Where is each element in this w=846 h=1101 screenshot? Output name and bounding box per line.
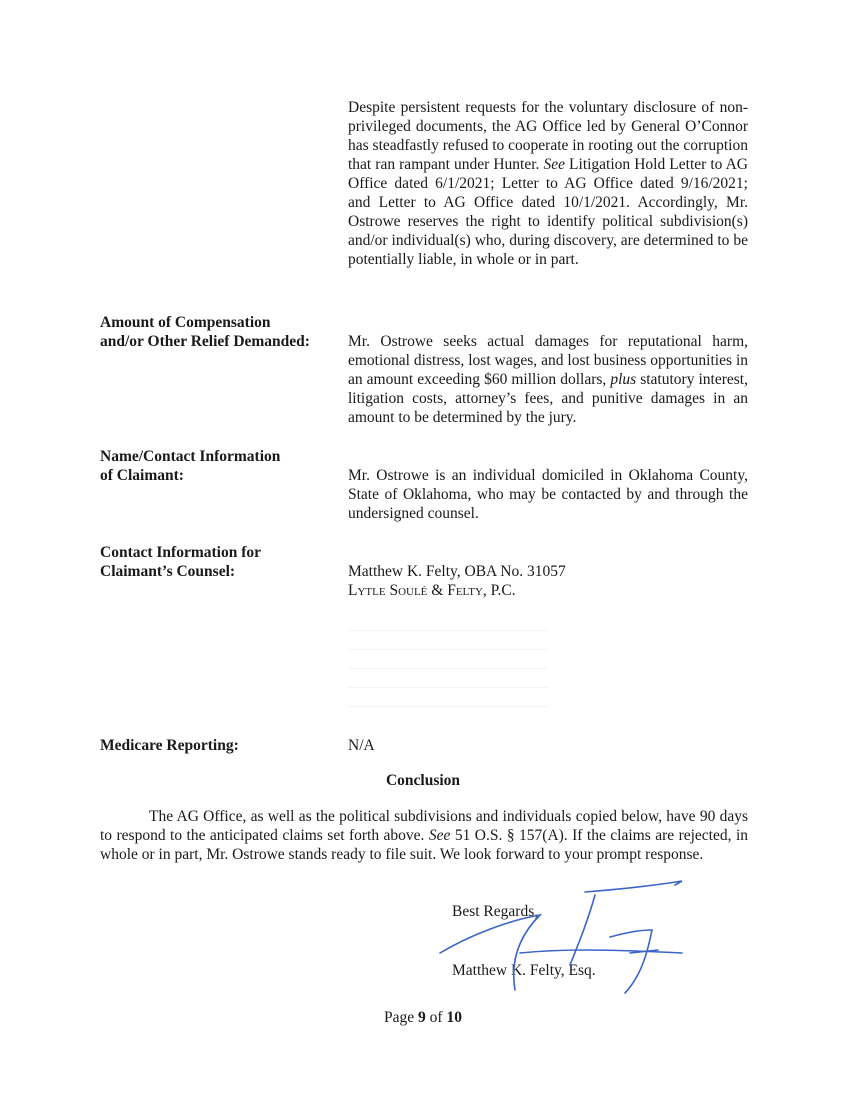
footer-prefix: Page (384, 1009, 419, 1026)
paragraph-text-b: Litigation Hold Letter to AG Office dated 6/1/2021; Letter to AG Office dated 9/16/2021; and Letter to AG Office dated 10/1/2021. Accordingly, Mr. Ostrowe reserves the right to identify political subdivision(s) and/or individual(s) who, during discovery, are determined to be potentially liable, in whole or in part. (348, 156, 748, 268)
plus-emphasis: plus (610, 371, 637, 388)
conclusion-heading: Conclusion (385, 772, 461, 789)
handwritten-signature (420, 875, 700, 1005)
footer-middle: of (425, 1009, 447, 1026)
paragraph-text-a: Despite persistent requests for the voluntary disclosure of non-privileged documents, the AG Office led by General O’Connor has steadfastly refused to cooperate in rooting out the corruption that ran rampant under Hunter. (348, 99, 748, 173)
compensation-value (348, 332, 748, 427)
see-citation: See (543, 156, 565, 173)
current-page-number: 9 (418, 1009, 426, 1026)
counsel-name: Matthew K. Felty, OBA No. 31057 (348, 563, 566, 580)
counsel-label (100, 543, 340, 581)
compensation-text-b: statutory interest, litigation costs, attorney’s fees, and punitive damages in an amount to be determined by the jury. (348, 371, 748, 426)
closing-salutation: Best Regards, (452, 903, 539, 920)
counsel-label-line1: Contact Information for (100, 544, 262, 561)
signatory-name: Matthew K. Felty, Esq. (452, 962, 596, 979)
medicare-label: Medicare Reporting: (100, 737, 239, 754)
medicare-value: N/A (348, 737, 375, 754)
signature-stroke (585, 881, 682, 892)
counsel-value (348, 562, 748, 600)
compensation-label-line1: Amount of Compensation (100, 314, 271, 331)
compensation-label (100, 313, 340, 351)
redacted-address-block (348, 612, 548, 712)
compensation-label-line2: and/or Other Relief Demanded: (100, 333, 310, 350)
claimant-label (100, 447, 340, 485)
see-citation: See (428, 827, 451, 844)
conclusion-paragraph (100, 807, 748, 864)
total-page-number: 10 (446, 1009, 462, 1026)
claimant-value: Mr. Ostrowe is an individual domiciled in Oklahoma County, State of Oklahoma, who may be contacted by and through the undersigned counsel. (348, 467, 748, 522)
compensation-text-a: Mr. Ostrowe seeks actual damages for reputational harm, emotional distress, lost wages, and lost business opportunities in an amount exceeding $60 million dollars, (348, 333, 748, 388)
liability-reservation-paragraph (348, 98, 748, 269)
page-footer (0, 1009, 846, 1027)
signature-stroke (610, 930, 652, 993)
signature-stroke (570, 895, 595, 965)
conclusion-text-a: The AG Office, as well as the political subdivisions and individuals copied below, have 90 days to respond to the anticipated claims set forth above. (100, 808, 748, 844)
counsel-firm: Lytle Soulé & Felty, P.C. (348, 582, 516, 599)
claimant-label-line1: Name/Contact Information (100, 448, 281, 465)
conclusion-text-b: 51 O.S. § 157(A). If the claims are rejected, in whole or in part, Mr. Ostrowe stands ready to file suit. We look forward to your prompt response. (100, 827, 749, 863)
counsel-label-line2: Claimant’s Counsel: (100, 563, 236, 580)
claimant-label-line2: of Claimant: (100, 467, 184, 484)
